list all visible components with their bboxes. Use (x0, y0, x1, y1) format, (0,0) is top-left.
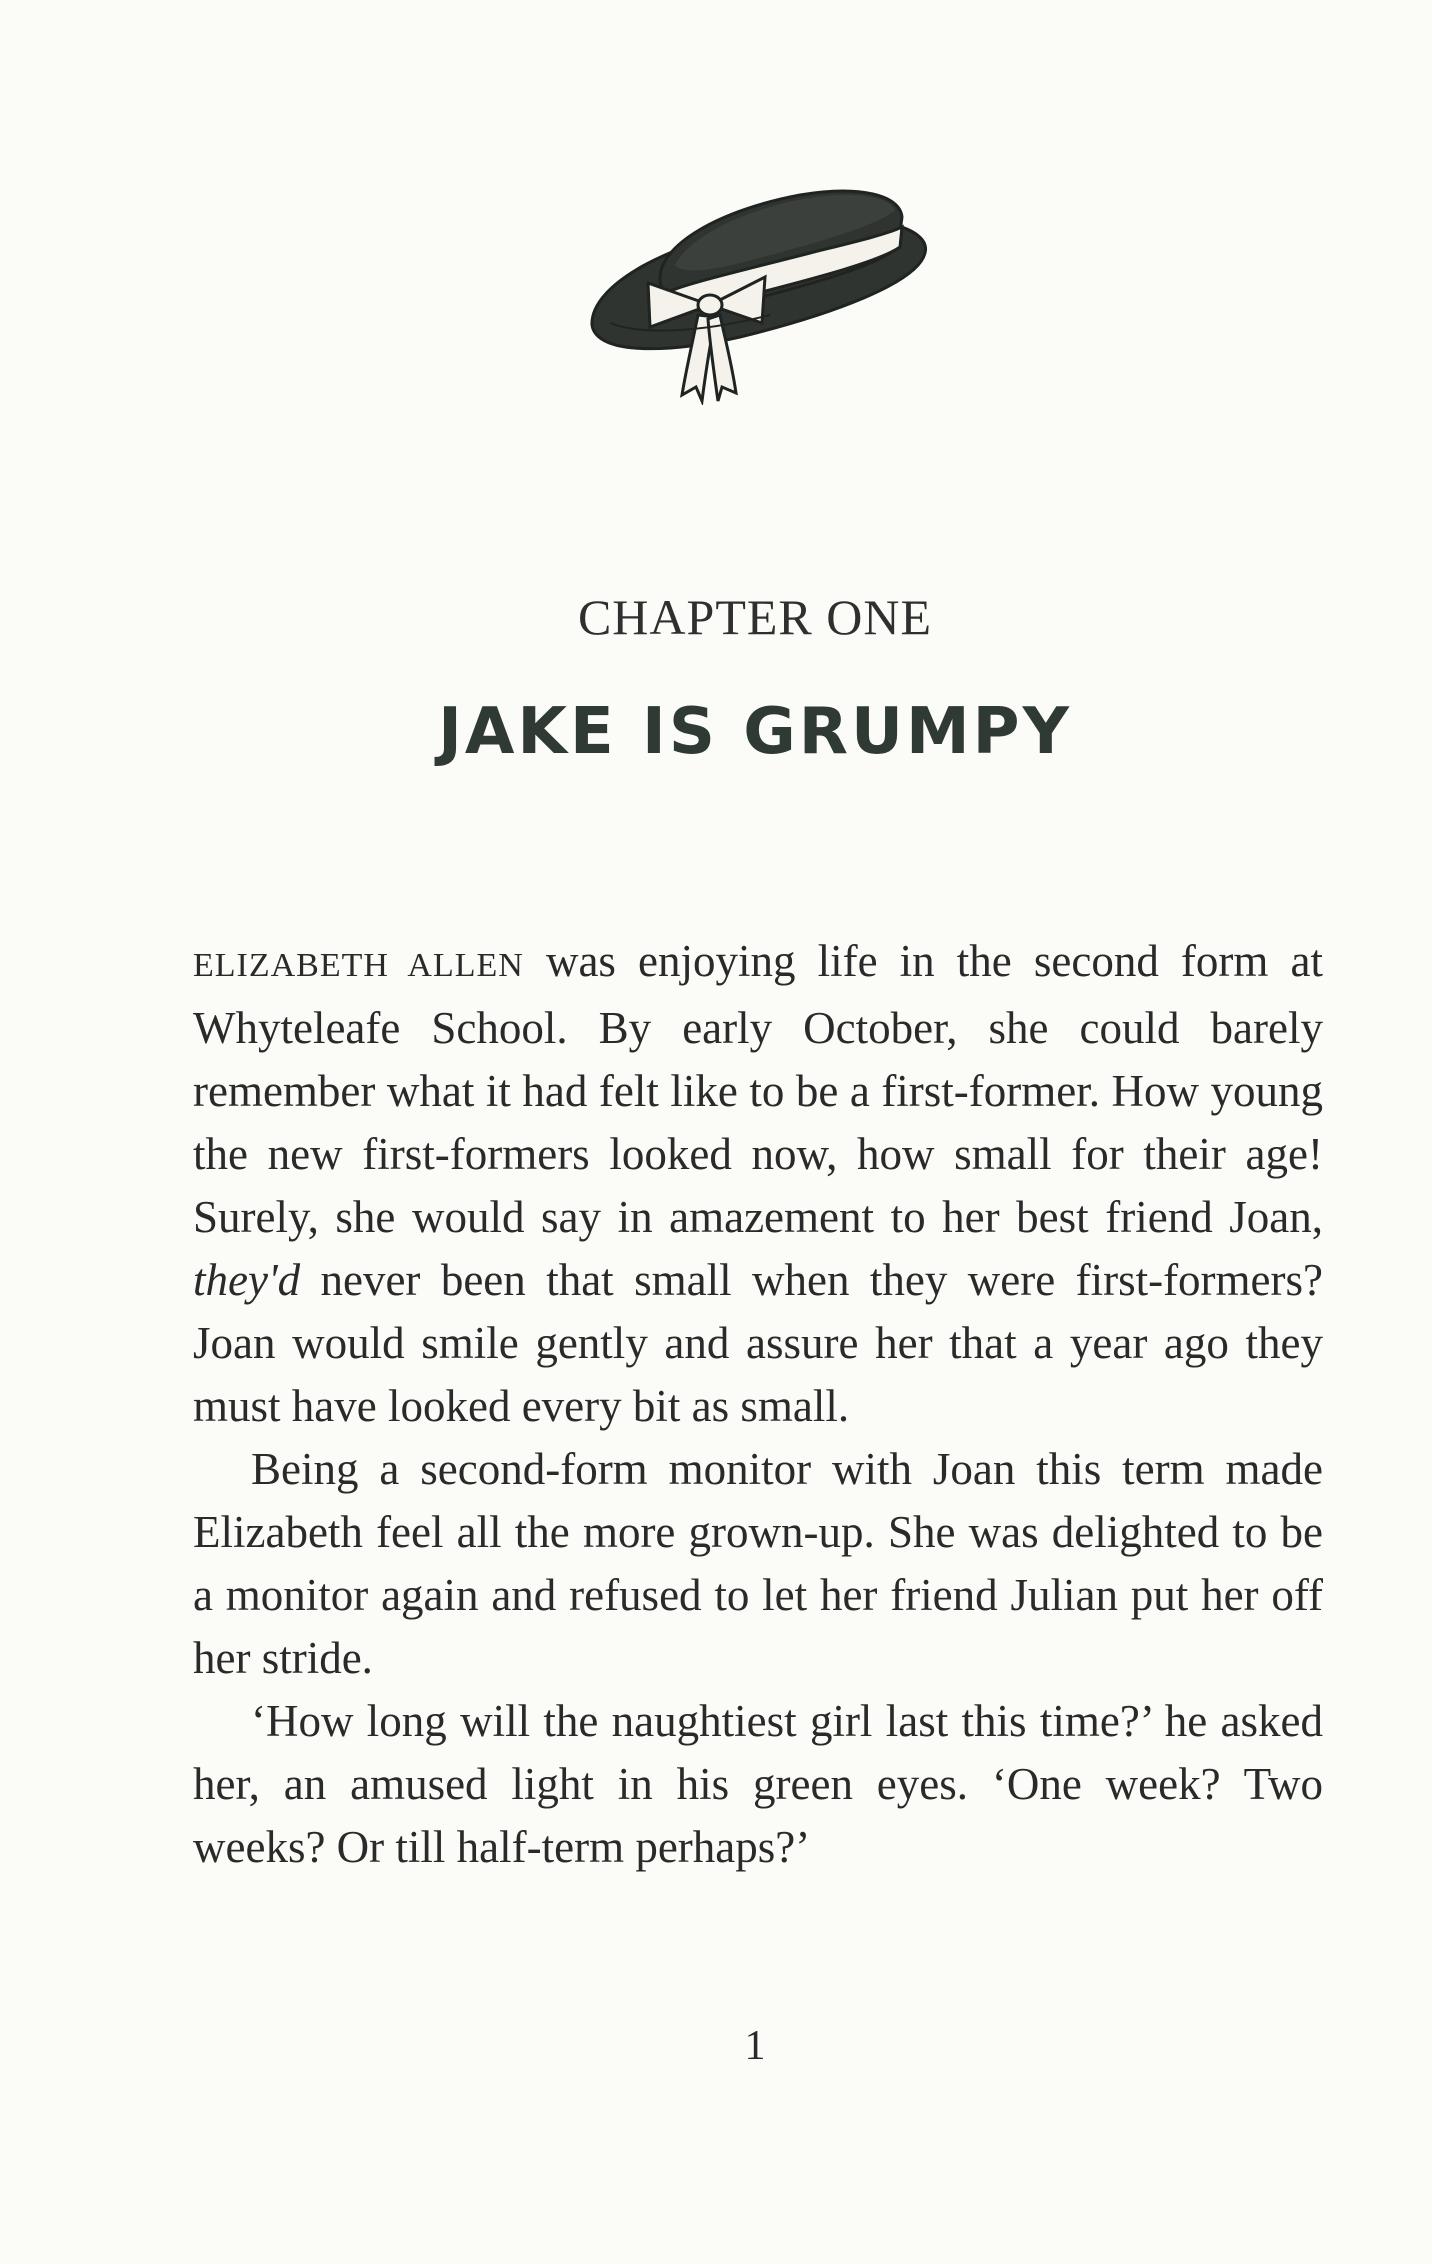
chapter-label: CHAPTER ONE (577, 589, 933, 645)
boater-hat-icon (580, 165, 940, 405)
opening-words: ELIZABETH ALLEN (193, 947, 524, 984)
chapter-title: JAKE IS GRUMPY (438, 695, 1072, 769)
paragraph-1-part-2: never been that small when they were first-formers? Joan would smile gently and assure her that a year ago they must have looked every bit as small. (193, 1255, 1323, 1431)
paragraph-1 (193, 930, 1323, 1438)
chapter-body (193, 930, 1323, 1879)
paragraph-2: Being a second-form monitor with Joan this term made Elizabeth feel all the more grown-up. She was delighted to be a monitor again and refused to let her friend Julian put her off her stride. (193, 1444, 1323, 1683)
emphasized-word: they'd (193, 1255, 301, 1305)
paragraph-3: ‘How long will the naughtiest girl last this time?’ he asked her, an amused light in his green eyes. ‘One week? Two weeks? Or till half-term perhaps?’ (193, 1696, 1323, 1872)
page-number: 1 (744, 2023, 766, 2069)
paragraph-1-part-1: was enjoying life in the second form at Whyteleafe School. By early October, she could barely remember what it had felt like to be a first-former. How young the new first-formers looked now, how small for their age! Surely, she would say in amazement to her best friend Joan, (193, 936, 1323, 1242)
